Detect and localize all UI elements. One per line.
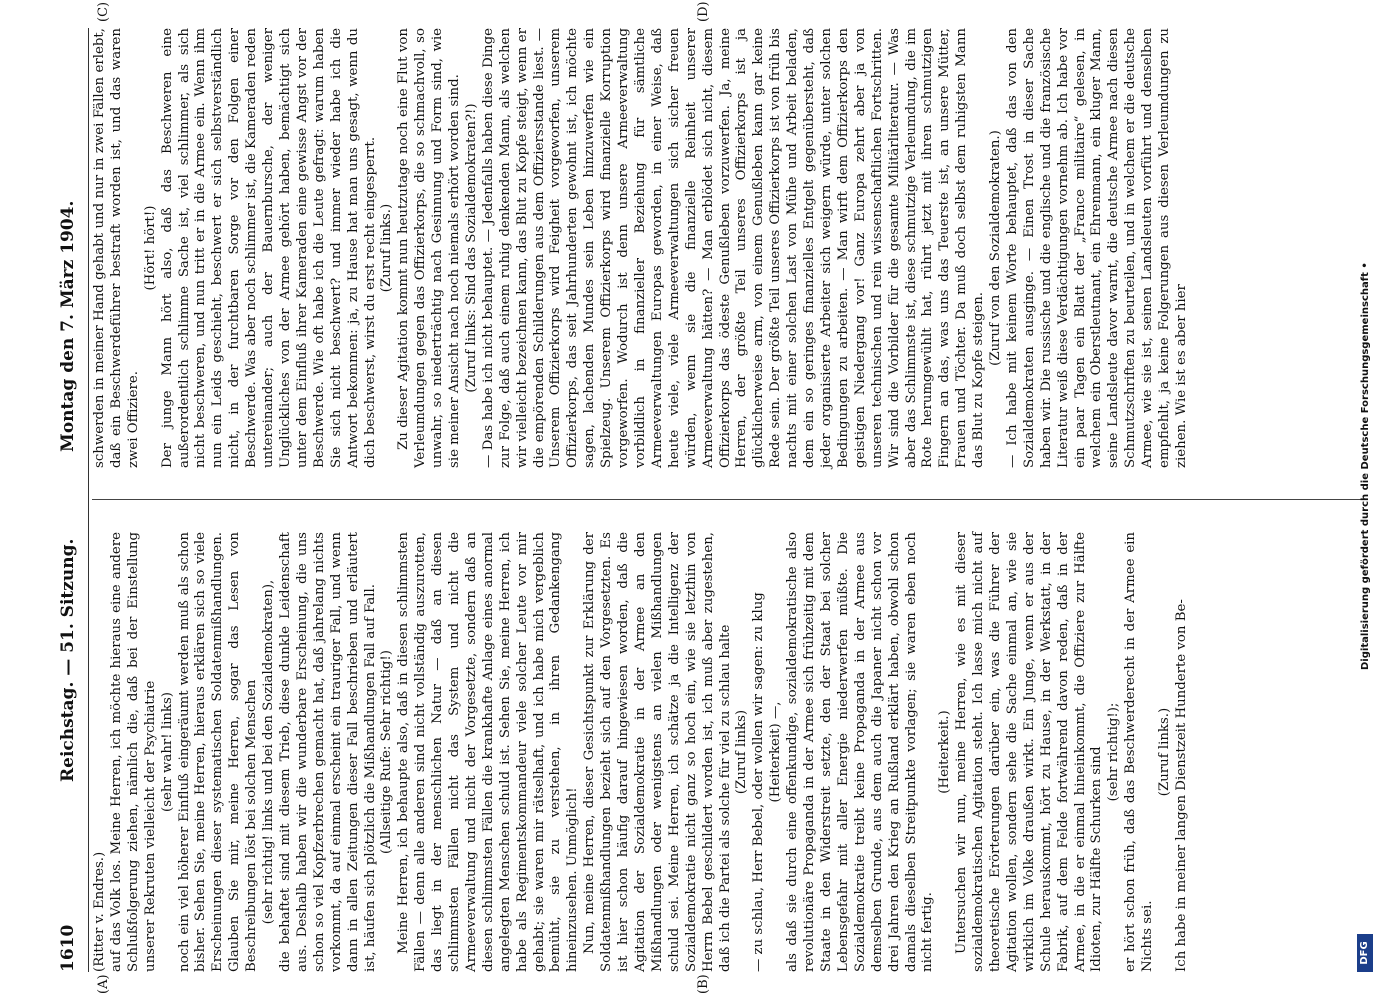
margin-mark-c: (C) xyxy=(96,1,111,22)
interjection: (Zuruf links: Sind das Sozialdemokraten?!) xyxy=(463,103,479,393)
paragraph: Der junge Mann hört also, daß das Beschweren eine außerordentlich schlimme Sache ist, viel schlimmer, als sich nicht beschweren, und nun tritt er in die Armee ein. Wenn ihm nun ein Leids geschieht, beschwert er sich selbstverständlich nicht, in der furchtbaren Sorge vor den Folgen einer Beschwerde. Was aber noch schlimmer ist, die Kameraden reden untereinander; auch der Bauernbursche, der weniger Unglückliches von der Armee gehört haben, bemächtigt sich unter dem Einfluß ihrer Kameraden eine gewisse Angst vor der Beschwerde. Wie oft habe ich die Leute gefragt: warum haben Sie sich nicht beschwert? und immer wieder habe ich die Antwort bekommen: ja, zu Hause hat man uns gesagt, wenn du dich beschwerst, wirst du erst recht eingesperrt. xyxy=(159,28,378,468)
digitization-credit: Digitalisierung gefördert durch die Deutsche Forschungsgemeinschaft • xyxy=(1360,262,1371,670)
header-rule xyxy=(88,28,89,972)
interjection: (Zuruf links) xyxy=(734,709,750,795)
page-header xyxy=(58,28,86,972)
date-title: Montag den 7. März 1904. xyxy=(58,200,78,452)
margin-mark-b: (B) xyxy=(696,974,711,994)
dfg-logo: DFG xyxy=(1357,934,1373,972)
interjection: (Heiterkeit.) xyxy=(937,710,953,794)
interjection: (Allseitige Rufe: Sehr richtig!) xyxy=(379,650,395,854)
interjection: (Heiterkeit) —, xyxy=(768,701,784,803)
paragraph: als daß sie durch eine offenkundige, sozialdemokratische also revolutionäre Propaganda in der Armee sich frühzeitig mit dem Staate in den Widerstreit setzte, den der Staat bei solcher Lebensgefahr mit aller Energie niederwerfen müßte. Die Sozialdemokratie treibt keine Propaganda in der Armee aus demselben Grunde, aus dem auch die Japaner nicht schon vor drei Jahren den Krieg an Rußland erklärt haben, obwohl schon damals dieselben Streitpunkte vorlagen; sie waren eben noch nicht fertig. xyxy=(785,532,936,972)
paragraph: Zu dieser Agitation kommt nun heutzutage noch eine Flut von Verleumdungen gegen das Offizierkorps, die so schmachvoll, so unwahr, so niederträchtig nach Gesinnung und Form sind, wie sie meiner Ansicht nach noch niemals erhört worden sind. xyxy=(396,28,463,468)
column-divider xyxy=(92,499,1362,500)
right-text-column xyxy=(92,28,1191,468)
margin-mark-a: (A) xyxy=(96,974,111,994)
left-text-column xyxy=(92,532,1191,972)
interjection: (sehr richtig! links und bei den Sozialdemokraten), xyxy=(261,579,277,925)
paragraph: er hört schon früh, daß das Beschwerderecht in der Armee ein Nichts sei. xyxy=(1123,532,1156,972)
paragraph: Untersuchen wir nun, meine Herren, wie es mit dieser sozialdemokratischen Agitation steht. Ich lasse mich nicht auf theoretische Erörterungen darüber ein, was die Führer der Agitation wollen, sondern sehe die Sache einmal an, wie sie wirklich im Volke draußen wirkt. Ein Junge, wenn er aus der Schule herauskommt, hört zu Hause, in der Werkstatt, in der Fabrik, auf dem Felde fortwährend davon reden, daß in der Armee, in die er einmal hineinkommt, die Offiziere zur Hälfte Idioten, zur Hälfte Schurken sind xyxy=(954,532,1105,972)
paragraph: die behaftet sind mit diesem Trieb, diese dunkle Leidenschaft aus. Deshalb haben wir die wunderbare Erscheinung, die uns schon so viel Kopfzerbrechen gemacht hat, daß jahrelang nichts vorkommt, da auf einmal erscheint ein trauriger Fall, und wenn dann in allen Zeitungen dieser Fall beschrieben und erläutert ist, häufen sich plötzlich die Mißhandlungen Fall auf Fall. xyxy=(277,532,378,972)
margin-mark-d: (D) xyxy=(696,1,711,22)
paragraph: noch ein viel höherer Einfluß eingeräumt werden muß als schon bisher. Sehen Sie, meine Herren, hieraus erklären sich so viele Erscheinungen dieser systematischen Soldatenmißhandlungen. Glauben Sie mir, meine Herren, sogar das Lesen von Beschreibungen löst bei solchen Menschen xyxy=(176,532,260,972)
page-number: 1610 xyxy=(58,924,78,972)
session-title: Reichstag. — 51. Sitzung. xyxy=(58,538,78,782)
interjection: (Zuruf links.) xyxy=(1157,707,1173,797)
interjection: (Zuruf von den Sozialdemokraten.) xyxy=(988,130,1004,366)
paragraph: (Ritter v. Endres.) xyxy=(92,851,107,972)
interjection: (sehr wahr! links) xyxy=(159,692,175,812)
paragraph: Ich habe in meiner langen Dienstzeit Hunderte von Be- xyxy=(1174,599,1189,972)
paragraph: Meine Herren, ich behaupte also, daß in diesen schlimmsten Fällen — denn alle anderen sind nicht vollständig auszurotten, das liegt in der menschlichen Natur — daß an diesen schlimmsten Fällen nicht das System und nicht die Armeeverwaltung und nicht der Vorgesetzte, sondern daß an diesen schlimmsten Fällen die krankhafte Anlage eines anormal angelegten Menschen schuld ist. Sehen Sie, meine Herren, ich habe als Regimentskommandeur viele solcher Leute vor mir gehabt; sie waren mir rätselhaft, und ich habe mich vergeblich bemüht, sie zu verstehen, in ihren Gedankengang hineinzusehen. Unmöglich! xyxy=(396,532,581,972)
interjection: (sehr richtig!); xyxy=(1106,702,1122,802)
paragraph: — Ich habe mit keinem Worte behauptet, daß das von den Sozialdemokraten ausginge. — Einen Trost in dieser Sache haben wir. Die russische und die englische und die französische Literatur weiß diese Verdächtigungen vornehm ab. Ich habe vor ein paar Tagen ein Blatt der „France militaire“ gelesen, in welchem ein Oberstleutnant, ein Ehrenmann, ein kluger Mann, seine Landsleute davor warnt, die deutsche Armee nach diesen Schmutzschriften zu beurteilen, und in welchem er die deutsche Armee, wie sie ist, seinen Landsleuten vorführt und denselben empfiehlt, ja keine Folgerungen aus diesen Verleumdungen zu ziehen. Wie ist es aber hier xyxy=(1004,28,1189,468)
paragraph: — Das habe ich nicht behauptet. — Jedenfalls haben diese Dinge zur Folge, daß auch einem ruhig denkenden Mann, als welchen wir vielleicht bezeichnen kann, das Blut zu Kopfe steigt, wenn er die empörenden Schilderungen aus dem Offiziersstande liest. — Unserem Offizierkorps wird Feigheit vorgeworfen, unserem Offizierkorps, das seit Jahrhunderten gewohnt ist, ich möchte sagen, lachenden Mundes sein Leben hinzuwerfen wie ein Spielzeug. Unserem Offizierkorps wird finanzielle Korruption vorgeworfen. Wodurch ist denn unsere Armeeverwaltung vorbildlich in finanzieller Beziehung für sämtliche Armeeverwaltungen Europas geworden, in einer Weise, daß heute viele, viele Armeeverwaltungen sich sicher freuen würden, wenn sie die finanzielle Reinheit unserer Armeeverwaltung hätten? — Man erblödet sich nicht, diesem Offizierkorps das ödeste Genußleben vorzuwerfen. Ja, meine Herren, der größte Teil unseres Offizierkorps ist ja glücklicherweise arm, von einem Genußleben kann gar keine Rede sein. Der größte Teil unseres Offizierkorps ist von früh bis nachts mit einer solchen Last von Mühe und Arbeit beladen, dem ein so geringes finanzielles Entgelt gegenübersteht, daß jeder organisierte Arbeiter sich weigern würde, unter solchen Bedingungen zu arbeiten. — Man wirft dem Offizierkorps den geistigen Niedergang vor! Ganz Europa zehrt aber ja von unseren technischen und rein wissenschaftlichen Fortschritten. Wir sind die Vorbilder für die gesamte Militärliteratur. — Was aber das Schlimmste ist, diese schmutzige Verleumdung, die im Rote herumgewühlt hat, rührt jetzt mit ihren schmutzigen Fingern an das, was uns das Teuerste ist, an unsere Mütter, Frauen und Töchter. Da muß doch selbst dem ruhigsten Mann das Blut zu Kopfe steigen. xyxy=(480,28,987,468)
paragraph: Nun, meine Herren, dieser Gesichtspunkt zur Erklärung der Soldatenmißhandlungen bezieht sich auf den Vorgesetzten. Es ist hier schon häufig darauf hingewiesen worden, daß die Agitation der Sozialdemokratie in der Armee an den Mißhandlungen oder wenigstens an vielen Mißhandlungen schuld sei. Meine Herren, ich schätze ja die Intelligenz der Sozialdemokratie nicht ganz so hoch ein, wie sie letzthin von Herrn Bebel geschildert worden ist, ich muß aber zugestehen, daß ich die Partei als solche für viel zu schlau halte xyxy=(582,532,733,972)
interjection: (Hört! hört!) xyxy=(142,205,158,291)
interjection: (Zuruf links.) xyxy=(379,203,395,293)
paragraph: schwerden in meiner Hand gehabt und nur in zwei Fällen erlebt, daß ein Beschwerdeführer bestraft worden ist, und das waren zwei Offiziere. xyxy=(92,28,141,468)
paragraph: — zu schlau, Herr Bebel, oder wollen wir sagen: zu klug xyxy=(751,592,767,972)
paragraph: auf das Volk los. Meine Herren, ich möchte hieraus eine andere Schlußfolgerung ziehen, nämlich die, daß bei der Einstellung unserer Rekruten vielleicht der Psychiatrie xyxy=(108,532,158,972)
